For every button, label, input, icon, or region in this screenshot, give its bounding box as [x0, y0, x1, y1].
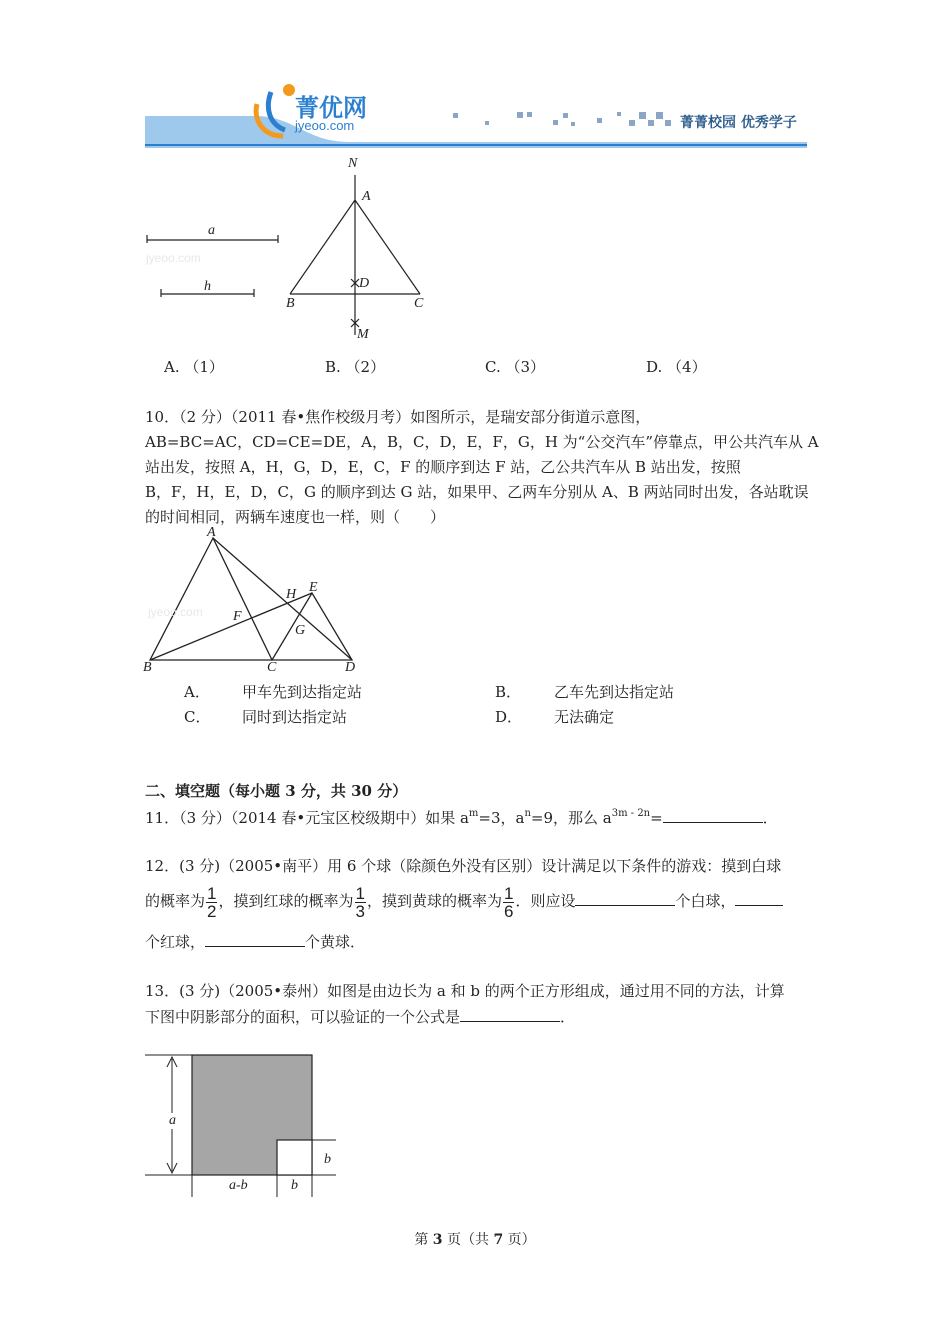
section-2-title: 二、填空题（每小题 3 分，共 30 分） — [145, 782, 408, 800]
q10-option-b-letter: B． — [495, 683, 522, 701]
q11-end: ． — [762, 809, 778, 827]
q13-line2: 下图中阴影部分的面积，可以验证的一个公式是 — [145, 1008, 461, 1026]
frac1-den: 2 — [207, 901, 217, 921]
label-C2: C — [267, 660, 277, 675]
footer-total: 7 — [493, 1232, 504, 1248]
label-h: h — [204, 279, 211, 294]
q10-option-a-letter: A． — [184, 683, 210, 701]
frac1-num: 1 — [207, 883, 217, 903]
fraction-third — [355, 885, 366, 920]
label-C: C — [414, 296, 424, 311]
question-10 — [145, 405, 819, 530]
q12-line3b: 个黄球． — [305, 933, 366, 951]
logo-url: jyeoo.com — [295, 118, 355, 133]
figure-1 — [140, 155, 440, 350]
q10-option-b-text: 乙车先到达指定站 — [554, 683, 675, 701]
footer-post: 页） — [503, 1232, 536, 1248]
q12-p3: ，摸到黄球的概率为 — [366, 892, 502, 910]
page-header — [145, 78, 807, 148]
q13-line-2 — [145, 1004, 575, 1030]
q10-line-1: 10．（2 分）（2011 春•焦作校级月考）如图所示，是瑞安部分街道示意图， — [145, 408, 651, 426]
label-D2: D — [345, 660, 356, 675]
label-D: D — [359, 276, 370, 291]
watermark-2: jyeoo.com — [148, 605, 203, 619]
label-N: N — [348, 156, 358, 171]
label-side-a: a — [169, 1113, 176, 1128]
frac3-num: 1 — [503, 883, 514, 903]
q10-option-a-text: 甲车先到达指定站 — [242, 683, 363, 701]
q12-p5: 个白球， — [675, 892, 736, 910]
q10-line-2: AB=BC=AC，CD=CE=DE，A，B，C，D，E，F，G，H 为“公交汽车”停靠点，甲公共汽车从 A — [145, 433, 819, 451]
q13-answer-blank[interactable] — [460, 1004, 560, 1022]
footer-page: 3 — [432, 1232, 443, 1248]
header-slogan: 菁菁校园 优秀学子 — [680, 115, 797, 131]
q11-sup-m: m — [468, 808, 479, 819]
frac2-den: 3 — [355, 901, 365, 921]
q10-option-c-letter: C． — [184, 708, 211, 726]
label-a: a — [208, 223, 215, 238]
label-B2: B — [143, 660, 152, 675]
label-B: B — [286, 296, 295, 311]
frac3-den: 6 — [503, 901, 514, 921]
q11-answer-blank[interactable] — [663, 805, 763, 823]
q12-yellow-blank[interactable] — [205, 929, 305, 947]
q12-p1: 的概率为 — [145, 892, 206, 910]
q11-suffix: = — [650, 809, 663, 827]
q11-mid1: =3，a — [478, 809, 525, 827]
q10-option-d-letter: D． — [495, 708, 523, 726]
question-11 — [145, 805, 778, 831]
footer-mid: 页（共 — [442, 1232, 494, 1248]
figure-2 — [140, 525, 370, 680]
label-A: A — [362, 189, 371, 204]
fraction-half — [206, 885, 217, 920]
q9-option-c: C. （3） — [485, 358, 546, 376]
watermark: jyeoo.com — [146, 251, 201, 265]
label-A2: A — [207, 525, 216, 540]
q11-sup-exp: 3m - 2n — [611, 808, 651, 819]
label-bottom-b: b — [291, 1178, 298, 1193]
q9-option-d: D. （4） — [646, 358, 707, 376]
label-amb: a-b — [229, 1178, 248, 1193]
label-H2: H — [286, 587, 297, 602]
q9-option-a: A. （1） — [164, 358, 224, 376]
q11-sup-n: n — [524, 808, 531, 819]
label-F2: F — [233, 609, 242, 624]
q11-mid2: =9，那么 a — [530, 809, 612, 827]
q10-line-4: B，F，H，E，D，C，G 的顺序到达 G 站，如果甲、乙两车分别从 A、B 两站同时出发，各站耽误 — [145, 483, 809, 501]
q12-p4: ．则应设 — [515, 892, 576, 910]
fraction-sixth — [503, 885, 514, 920]
q13-end: ． — [560, 1008, 576, 1026]
q12-line-3 — [145, 929, 365, 955]
page-footer — [0, 1228, 950, 1253]
q12-line3a: 个红球， — [145, 933, 206, 951]
q12-red-blank-start[interactable] — [735, 888, 783, 906]
q10-option-d-text: 无法确定 — [554, 708, 615, 726]
q9-option-b: B. （2） — [325, 358, 386, 376]
q13-line-1: 13．(3 分)（2005•泰州）如图是由边长为 a 和 b 的两个正方形组成，通过用不同的方法，计算 — [145, 982, 785, 1000]
q12-line-1: 12．(3 分)（2005•南平）用 6 个球（除颜色外没有区别）设计满足以下条件的游戏：摸到白球 — [145, 857, 782, 875]
figure-3 — [140, 1045, 350, 1205]
logo-text: 菁优网 — [295, 94, 367, 122]
q12-white-blank[interactable] — [575, 888, 675, 906]
label-E2: E — [309, 580, 318, 595]
q12-p2: ，摸到红球的概率为 — [218, 892, 354, 910]
label-side-b: b — [324, 1152, 331, 1167]
q10-line-5: 的时间相同，两辆车速度也一样，则（ ） — [145, 508, 446, 526]
footer-pre: 第 — [414, 1232, 433, 1248]
label-G2: G — [295, 623, 306, 638]
q10-line-3: 站出发，按照 A，H，G，D，E，C，F 的顺序到达 F 站，乙公共汽车从 B 站出发，按照 — [145, 458, 741, 476]
figure-2-drawing — [140, 525, 370, 680]
frac2-num: 1 — [355, 883, 365, 903]
q12-line-2 — [145, 883, 783, 920]
label-M: M — [357, 327, 369, 342]
q10-option-c-text: 同时到达指定站 — [242, 708, 348, 726]
q11-prefix: 11．（3 分）（2014 春•元宝区校级期中）如果 a — [145, 809, 469, 827]
